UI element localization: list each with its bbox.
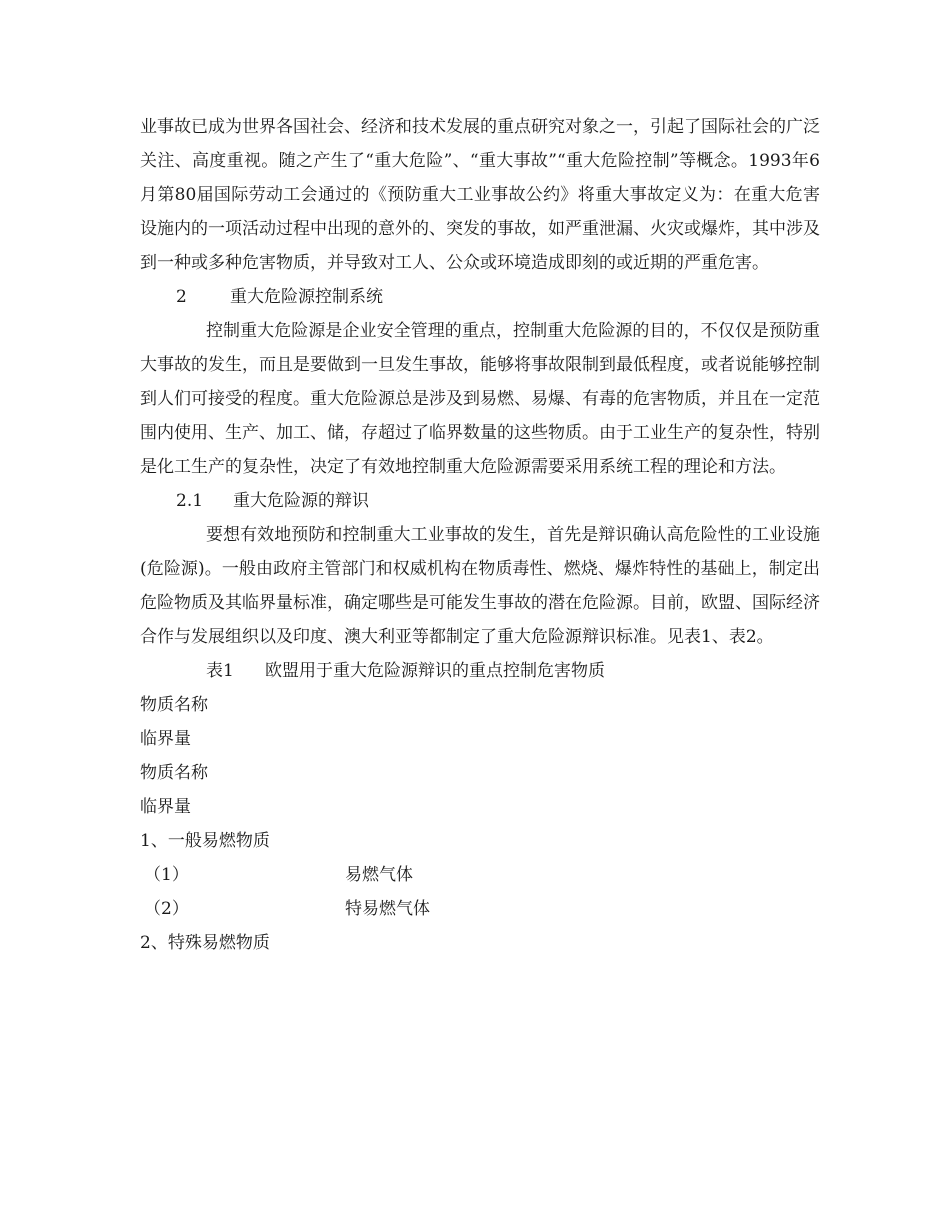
subsection-number: 2.1 bbox=[176, 491, 204, 511]
table-caption bbox=[140, 654, 820, 688]
table-group-general-flammables: 1、一般易燃物质 bbox=[140, 831, 270, 851]
intro-paragraph: 业事故已成为世界各国社会、经济和技术发展的重点研究对象之一，引起了国际社会的广泛关注、高度重视。随之产生了“重大危险”、“重大事故”“重大危险控制”等概念。1993年6月第80届国际劳动工会通过的《预防重大工业事故公约》将重大事故定义为：在重大危害设施内的一项活动过程中出现的意外的、突发的事故，如严重泄漏、火灾或爆炸，其中涉及到一种或多种危害物质，并导致对工人、公众或环境造成即刻的或近期的严重危害。 bbox=[140, 117, 820, 273]
table-header-substance-name-2: 物质名称 bbox=[140, 763, 208, 783]
row-index: （2） bbox=[144, 899, 189, 919]
section-2-1-paragraph: 要想有效地预防和控制重大工业事故的发生，首先是辩识确认高危险性的工业设施(危险源)。一般由政府主管部门和权威机构在物质毒性、燃烧、爆炸特性的基础上，制定出危险物质及其临界量标准，确定哪些是可能发生事故的潜在危险源。目前，欧盟、国际经济合作与发展组织以及印度、澳大利亚等都制定了重大危险源辩识标准。见表1、表2。 bbox=[140, 525, 820, 647]
table-group-special-flammables: 2、特殊易燃物质 bbox=[140, 933, 270, 953]
table-header-substance-name: 物质名称 bbox=[140, 695, 208, 715]
table-header-threshold-2: 临界量 bbox=[140, 797, 191, 817]
row-substance: 特易燃气体 bbox=[345, 899, 430, 919]
subsection-title: 重大危险源的辩识 bbox=[233, 491, 369, 511]
table-row bbox=[140, 858, 820, 892]
section-2-paragraph: 控制重大危险源是企业安全管理的重点，控制重大危险源的目的，不仅仅是预防重大事故的发生，而且是要做到一旦发生事故，能够将事故限制到最低程度，或者说能够控制到人们可接受的程度。重大危险源总是涉及到易燃、易爆、有毒的危害物质，并且在一定范围内使用、生产、加工、储，存超过了临界数量的这些物质。由于工业生产的复杂性，特别是化工生产的复杂性，决定了有效地控制重大危险源需要采用系统工程的理论和方法。 bbox=[140, 321, 820, 477]
table-row bbox=[140, 892, 820, 926]
section-title: 重大危险源控制系统 bbox=[230, 287, 383, 307]
section-heading-2 bbox=[140, 280, 820, 314]
section-heading-2-1 bbox=[140, 484, 820, 518]
table-title: 欧盟用于重大危险源辩识的重点控制危害物质 bbox=[265, 661, 605, 681]
section-number: 2 bbox=[176, 287, 187, 307]
table-number: 表1 bbox=[206, 661, 234, 681]
row-index: （1） bbox=[144, 865, 189, 885]
table-header-threshold: 临界量 bbox=[140, 729, 191, 749]
document-page bbox=[140, 110, 820, 960]
row-substance: 易燃气体 bbox=[345, 865, 413, 885]
